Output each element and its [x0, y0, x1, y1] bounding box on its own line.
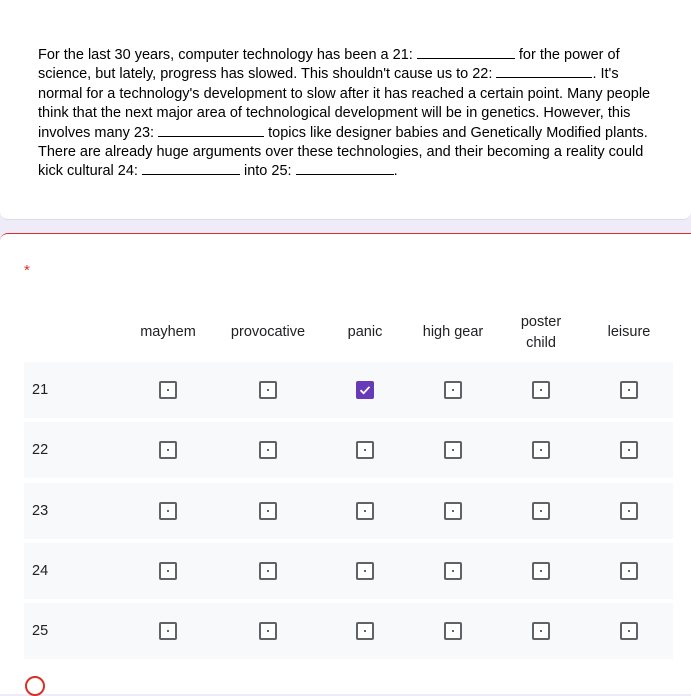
checkbox-center-mark: [267, 570, 269, 572]
grid-row-24: [24, 543, 673, 599]
checkbox-22-poster-child[interactable]: [532, 441, 550, 459]
checkbox-21-high-gear[interactable]: [444, 381, 462, 399]
passage-line-1: [38, 46, 668, 65]
checkbox-25-mayhem[interactable]: [159, 622, 177, 640]
checkbox-23-leisure[interactable]: [620, 502, 638, 520]
checkbox-center-mark: [452, 510, 454, 512]
column-header-leisure: leisure: [607, 324, 651, 340]
checkbox-center-mark: [452, 630, 454, 632]
checkbox-25-provocative[interactable]: [259, 622, 277, 640]
checkbox-center-mark: [267, 389, 269, 391]
passage-text-span: kick cultural 24:: [38, 163, 142, 180]
passage-text-span: into 25:: [239, 163, 296, 180]
passage-line-2: [38, 65, 668, 84]
checkbox-25-poster-child[interactable]: [532, 622, 550, 640]
column-header-high-gear: high gear: [422, 324, 484, 340]
checkbox-center-mark: [267, 630, 269, 632]
row-label: 22: [32, 442, 49, 458]
blank-21: [417, 57, 515, 59]
grid-row-21: [24, 362, 673, 418]
checkbox-center-mark: [364, 570, 366, 572]
passage-line-4: think that the next major area of technological development will be in genetics. However, this: [38, 105, 631, 122]
passage-line-5: [38, 124, 668, 143]
checkbox-center-mark: [452, 389, 454, 391]
passage-line-6: There are already huge arguments over these technologies, and their becoming a reality could: [38, 143, 644, 160]
passage-text-span: .: [393, 163, 398, 180]
checkbox-23-provocative[interactable]: [259, 502, 277, 520]
checkbox-center-mark: [540, 389, 542, 391]
checkbox-23-mayhem[interactable]: [159, 502, 177, 520]
passage-card: [0, 0, 691, 220]
checkbox-21-mayhem[interactable]: [159, 381, 177, 399]
checkbox-22-provocative[interactable]: [259, 441, 277, 459]
checkbox-center-mark: [540, 570, 542, 572]
passage-text: [38, 46, 668, 182]
blank-22: [496, 76, 592, 78]
row-label: 24: [32, 563, 49, 579]
passage-text-span: science, but lately, progress has slowed. This shouldn't cause us to 22:: [38, 66, 497, 83]
checkbox-center-mark: [267, 449, 269, 451]
checkbox-22-panic[interactable]: [356, 441, 374, 459]
passage-line-3: normal for a technology's development to slow after it has reached a certain point. Many people: [38, 85, 651, 102]
checkbox-21-poster-child[interactable]: [532, 381, 550, 399]
checkbox-center-mark: [167, 449, 169, 451]
checkbox-center-mark: [167, 389, 169, 391]
checkbox-center-mark: [267, 510, 269, 512]
passage-text-span: For the last 30 years, computer technology has been a 21:: [38, 47, 417, 63]
checkbox-center-mark: [452, 570, 454, 572]
checkbox-24-provocative[interactable]: [259, 562, 277, 580]
checkbox-25-high-gear[interactable]: [444, 622, 462, 640]
checkbox-24-poster-child[interactable]: [532, 562, 550, 580]
next-card-edge: [25, 676, 45, 696]
passage-text-span: topics like designer babies and Genetically Modified plants.: [264, 124, 648, 141]
checkbox-center-mark: [540, 630, 542, 632]
checkbox-21-provocative[interactable]: [259, 381, 277, 399]
checkbox-22-high-gear[interactable]: [444, 441, 462, 459]
column-header-provocative: provocative: [230, 324, 306, 340]
checkbox-center-mark: [628, 449, 630, 451]
checkbox-center-mark: [628, 510, 630, 512]
checkbox-center-mark: [628, 570, 630, 572]
checkbox-center-mark: [628, 389, 630, 391]
checkbox-center-mark: [452, 449, 454, 451]
grid-row-22: [24, 422, 673, 478]
checkbox-22-leisure[interactable]: [620, 441, 638, 459]
checkbox-23-high-gear[interactable]: [444, 502, 462, 520]
blank-24: [142, 173, 240, 175]
column-header-panic: panic: [347, 324, 383, 340]
row-label: 25: [32, 623, 49, 639]
checkbox-center-mark: [167, 630, 169, 632]
checkbox-25-leisure[interactable]: [620, 622, 638, 640]
checkbox-21-leisure[interactable]: [620, 381, 638, 399]
blank-25: [296, 173, 394, 175]
checkbox-23-poster-child[interactable]: [532, 502, 550, 520]
checkbox-24-panic[interactable]: [356, 562, 374, 580]
checkbox-center-mark: [540, 449, 542, 451]
required-asterisk: *: [24, 262, 30, 279]
checkbox-center-mark: [364, 449, 366, 451]
checkbox-center-mark: [167, 510, 169, 512]
checkbox-center-mark: [364, 510, 366, 512]
grid-row-25: [24, 603, 673, 659]
checkbox-center-mark: [540, 510, 542, 512]
column-header-mayhem: mayhem: [140, 324, 196, 340]
checkbox-center-mark: [167, 570, 169, 572]
checkbox-24-mayhem[interactable]: [159, 562, 177, 580]
passage-text-span: involves many 23:: [38, 124, 159, 141]
checkbox-center-mark: [364, 630, 366, 632]
passage-text-span: . It's: [592, 66, 619, 83]
checkbox-22-mayhem[interactable]: [159, 441, 177, 459]
row-label: 23: [32, 503, 49, 519]
checkbox-24-leisure[interactable]: [620, 562, 638, 580]
checkbox-24-high-gear[interactable]: [444, 562, 462, 580]
checkbox-center-mark: [628, 630, 630, 632]
checkbox-23-panic[interactable]: [356, 502, 374, 520]
checkmark-icon: [359, 384, 371, 396]
checkbox-25-panic[interactable]: [356, 622, 374, 640]
passage-line-7: [38, 162, 668, 181]
row-label: 21: [32, 382, 49, 398]
grid-row-23: [24, 483, 673, 539]
checkbox-21-panic[interactable]: [356, 381, 374, 399]
passage-text-span: for the power of: [514, 47, 620, 63]
blank-23: [158, 135, 264, 137]
column-header-poster-child: poster child: [520, 314, 562, 351]
